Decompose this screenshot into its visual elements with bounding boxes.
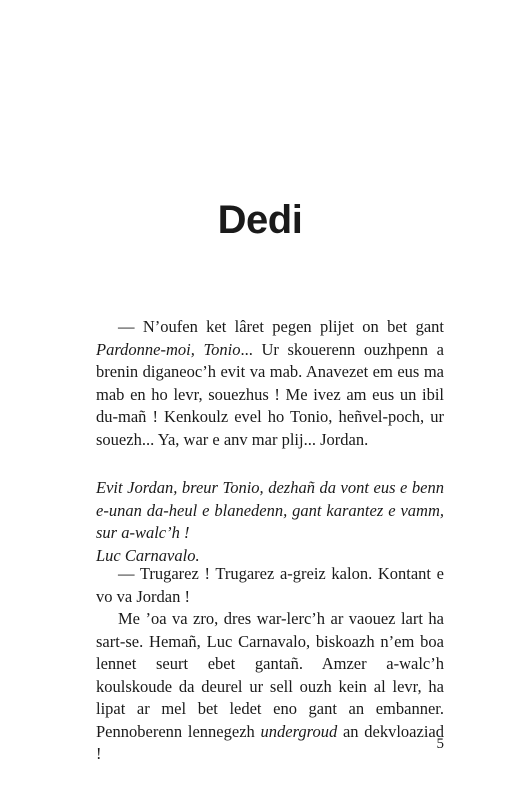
chapter-title: Dedi [217,197,303,242]
page-number: 5 [436,736,444,752]
body-text-section-1 [96,316,444,451]
paragraph-opening-lead: — N’oufen ket lâret pegen plijet on bet gant [118,317,444,336]
dedication-block [96,477,444,567]
paragraph-closing-rest: an dekvloaziad ! [96,721,444,763]
paragraph-closing-lead: Me ’oa va zro, dres war-lerc’h ar vaouez lart ha sart-se. Hemañ, Luc Carnavalo, biskoazh n’em boa lennet seurt ebet gantañ. Amzer a-walc’h koulskoude da deurel ur sell ouzh kein al levr, ha lipat ar mel bet ledet eno gant an embanner. Pennoberenn lennegezh [96,609,444,741]
paragraph-opening [96,316,444,451]
paragraph-thanks: — Trugarez ! Trugarez a-greiz kalon. Kontant e vo va Jordan ! [96,564,444,606]
dedication-text: Evit Jordan, breur Tonio, dezhañ da vont eus e benn e-unan da-heul e blanedenn, gant karantez e vamm, sur a-walc’h ! [96,478,444,542]
book-title-italic: Pardonne-moi, Tonio [96,339,241,359]
body-text-section-2 [96,563,444,766]
paragraph-opening-rest: ... Ur skouerenn ouzhpenn a brenin diganeoc’h evit va mab. Anavezet em eus ma mab en ho levr, souezhus ! Me ivez am eus un ibil du-mañ ! Kenkoulz evel ho Tonio, heñvel-poch, ur souezh... Ya, war e anv mar plij... Jordan. [96,339,444,449]
underground-italic: undergroud [260,721,338,741]
dedication-signature: Luc Carnavalo. [96,545,200,565]
paragraph-closing [96,608,444,766]
